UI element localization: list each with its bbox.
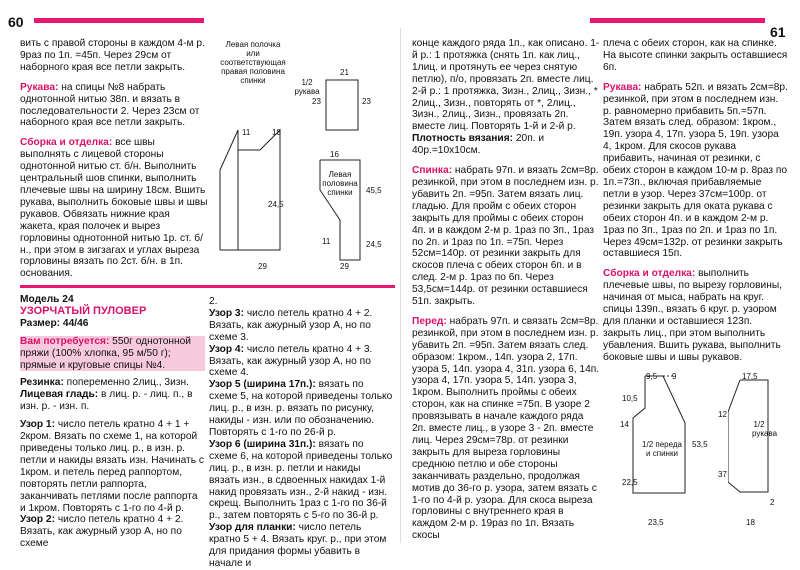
- model-number: Модель 24: [20, 294, 74, 305]
- pattern4-label: Узор 4:: [209, 343, 244, 355]
- right-col1-top: конце каждого ряда 1п., как описано. 1-й р.: 1 протяжка (снять 1п. как лиц., 1лиц. и протянуть ее через снятую петлю), п/о, провязать 2п. вместе лиц. 2-й р.: 1 протяжка, 3изн., 2лиц., 3изн., * 2лиц., 3изн., повторять от *, 2лиц., 3изн., 2лиц., 3изн., провязать 2п. вместе лиц. Повторять 1-й и 2-й р.: [412, 38, 600, 133]
- pattern1-text: число петель кратно 4 + 1 + 2кром. Вязать по схеме 1, на которой приведены только лиц. р., в изн. р. петли и накиды вязать изн. Начинать с 1кром. и петель перед раппортом, повторять петли раппорта, заканчивать петлями после раппорта и 1кром. Повторять с 1-го по 4-й р.: [20, 419, 204, 514]
- page-number-right: 61: [770, 24, 786, 40]
- front-paragraph: [412, 316, 600, 542]
- diag3-dim-24: 24,5: [366, 240, 382, 249]
- front-dim-9: 9: [672, 372, 677, 381]
- pattern3-paragraph: [209, 308, 394, 344]
- left-assembly-text: все швы выполнять с лицевой стороны однотонной нитью ст. б/н. Выполнить центральный шов спинки, выполнить плечевые швы на ширину 18см. Вшить рукава, выполнить боковые швы и швы рукавов. Обвязать нижние края жакета, края полочек и вырез горловины однотонной нитью 1р. ст. б/н., при этом в зигзагах и углах выреза горловины вязать по 2ст. б/н. в 1п. основания.: [20, 137, 208, 280]
- pattern3-text: число петель кратно 4 + 2. Вязать, как ажурный узор А, но по схеме 3.: [209, 307, 373, 343]
- left-upper-text: [20, 38, 208, 280]
- right-col2-top: плеча с обеих сторон, как на спинке. На высоте спинки закрыть оставшиеся 6п.: [603, 38, 788, 73]
- pattern2-text: число петель кратно 4 + 2. Вязать, как ажурный узор А, но по схеме: [20, 514, 184, 550]
- front-dim-14: 14: [620, 420, 629, 429]
- left-assembly-label: Сборка и отделка:: [20, 137, 113, 149]
- diagram-front-back-schematic: [625, 368, 725, 503]
- stockinette-text: в лиц. р. - лиц. п., в изн. р. - изн. п.: [20, 389, 193, 413]
- right-sleeve-text: набрать 52п. и вязать 2см=8р. резинкой, при этом в последнем изн. р. равномерно прибавить 5п.=57п. Затем вязать след. образом: 1кром., 19п. узора 4, 17п. узора 5, 19п. узора 4, 1кром. Для скосов рукава прибавить, начиная от резинки, с обеих сторон в каждом 10-м р. 8раз по 1п.=73п., включая прибавляемые петли в узор. Через 37см=100р. от резинки закрыть для оката рукава с обеих сторон 4п. и в каждом 2-м р. 1раз по 3п., 1раз по 2п. и 1раз по 1п. Через 49см=132р. от резинки закрыть оставшиеся 15п.: [603, 81, 788, 260]
- materials-text: 550г однотонной пряжи (100% хлопка, 95 м/50 г); прямые и круговые спицы №4.: [20, 335, 191, 371]
- sleeve-dim-37: 37: [718, 470, 727, 479]
- diagram2-caption: 1/2 рукава: [294, 78, 320, 96]
- front-dim-10-5: 10,5: [622, 394, 638, 403]
- pattern1-paragraph: [20, 419, 205, 514]
- right-col1: [412, 38, 600, 542]
- plank-text: число петель кратно 5 + 4. Вязать круг. р., при этом для придания формы убавить в начале и: [209, 522, 387, 569]
- diag3-dim-45: 45,5: [366, 186, 382, 195]
- diag1-dim-11: 11: [242, 128, 251, 137]
- front-dim-9-5: 9,5: [646, 372, 658, 381]
- pattern4-text: число петель кратно 4 + 3. Вязать, как ажурный узор А, но по схеме 4.: [209, 343, 373, 379]
- stockinette-label: Лицевая гладь:: [20, 389, 99, 401]
- back-label: Спинка:: [412, 165, 453, 177]
- left-lower-col1: [20, 294, 205, 550]
- left-sleeve-paragraph: [20, 82, 208, 130]
- pattern2-continuation: 2.: [209, 296, 218, 307]
- materials-label: Вам потребуется:: [20, 335, 110, 347]
- sleeve-dim-2: 2: [770, 498, 775, 507]
- diagram1-left-front-schematic: [210, 120, 300, 275]
- mid-divider-bar: [20, 285, 395, 288]
- sleeve-dim-17-5: 17,5: [742, 372, 758, 381]
- left-sleeve-text: на спицы №8 набрать однотонной нитью 38п. и вязать в последовательности 2. Через 23см от наборного края все петли закрыть.: [20, 81, 200, 129]
- pattern2-label: Узор 2:: [20, 514, 55, 526]
- density-text: 20п. и 40р.=10х10см.: [412, 133, 545, 157]
- front-dim-53-5: 53,5: [692, 440, 708, 449]
- right-sleeve-label: Рукава:: [603, 81, 642, 93]
- stockinette-paragraph: [20, 389, 205, 413]
- diag-front-caption: 1/2 переда и спинки: [642, 440, 682, 458]
- pattern5-paragraph: [209, 379, 394, 439]
- diag3-dim-29: 29: [340, 262, 349, 271]
- front-text: набрать 97п. и связать 2см=8р. резинкой, при этом в последнем изн. р. убавить 2п. =95п. Затем вязать след. образом: 1кром., 14п. узора 2, 17п. узора 5, 14п. узора 4, 31п. узора 6, 14п. узора 4, 17п. узора 5, 14п. узора 3, 1кром. Выполнить проймы с обеих сторон, как на спинке =75п. В узоре 2 провязывать в начале каждого ряда 2п. вместе лиц., в узоре 3 - 2п. вместе лиц. Через 29см=78р. от резинки закрыть для выреза горловины среднюю петлю и обе стороны заканчивать раздельно, продолжая мотив до 36-го р. узора, затем вязать с 1-го по 4-й р. узора. Для скоса выреза горловины с внутреннего края в каждом 2-м р. 19раз по 1п. Вязать скосы: [412, 315, 600, 542]
- diag3-dim-11: 11: [322, 237, 331, 246]
- pattern5-text: вязать по схеме 5, на которой приведены только лиц. р., в изн. р. вязать по рисунку, накиды - изн. или по обозначению. Повторять с 1-го по 26-й р.: [209, 379, 393, 438]
- left-assembly-paragraph: [20, 137, 208, 280]
- pattern1-label: Узор 1:: [20, 419, 55, 431]
- pattern6-text: вязать по схеме 6, на которой приведены только лиц. р., в изн. р. петли и накиды вязать изн., в сдвоенных накидах 1-й накид провязать изн., 2-й накид - изн. скрещ. Выполнить 1раз с 1-го по 36-й р., затем повторять с 5-го по 36-й р.: [209, 438, 393, 522]
- diagram1-caption: Левая полочка или соответствующая правая половина спинки: [220, 40, 286, 85]
- diag2-dim-23-left: 23: [312, 97, 321, 106]
- model-size: Размер: 44/46: [20, 317, 89, 329]
- left-sleeve-label: Рукава:: [20, 81, 59, 93]
- diag1-dim-24: 24,5: [268, 200, 284, 209]
- diagram-sleeve-right-schematic: [728, 372, 788, 507]
- rib-label: Резинка:: [20, 377, 64, 389]
- plank-label: Узор для планки:: [209, 522, 296, 534]
- front-dim-22-5: 22,5: [622, 478, 638, 487]
- diag2-dim-21-top: 21: [340, 68, 349, 77]
- pattern3-label: Узор 3:: [209, 307, 244, 319]
- diagram3-back-schematic: [310, 150, 395, 275]
- diag1-dim-29: 29: [258, 262, 267, 271]
- pattern6-paragraph: [209, 439, 394, 522]
- diag1-dim-18: 18: [272, 128, 281, 137]
- pattern6-label: Узор 6 (ширина 31п.):: [209, 438, 316, 450]
- plank-paragraph: [209, 522, 394, 570]
- left-lower-col2: [209, 296, 394, 570]
- pattern4-paragraph: [209, 344, 394, 380]
- right-sleeve-paragraph: [603, 82, 788, 261]
- top-bar-left: [34, 18, 204, 23]
- back-paragraph: [412, 165, 600, 308]
- model-name: УЗОРЧАТЫЙ ПУЛОВЕР: [20, 304, 147, 317]
- rib-paragraph: [20, 377, 205, 389]
- diag3-dim-16: 16: [330, 150, 339, 159]
- density-paragraph: [412, 133, 600, 157]
- page-number-left: 60: [8, 14, 24, 30]
- diag2-dim-23-right: 23: [362, 97, 371, 106]
- back-text: набрать 97п. и вязать 2см=8р. резинкой, при этом в последнем изн. р. убавить 2п. =95п. Затем вязать лиц. гладью. Для пройм с обеих сторон закрыть для проймы с обеих сторон 4п. и в каждом 2-м р. 1раз по 3п., 1раз по 2п. и 1раз по 1п. =75п. Через 52см=140р. от резинки закрыть для скосов плеча с обеих сторон 6п. и в след. 2-м р. 1раз по 6п. Через 53,5см=144р. от резинки оставшиеся 51п. закрыть.: [412, 165, 599, 308]
- left-top-paragraph: вить с правой стороны в каждом 4-м р. 9раз по 1п. =45п. Через 29см от наборного края все петли закрыть.: [20, 38, 205, 73]
- density-label: Плотность вязания:: [412, 133, 514, 145]
- right-col2: [603, 38, 788, 364]
- right-assembly-paragraph: [603, 268, 788, 363]
- diagram3-caption: Левая половина спинки: [322, 170, 358, 197]
- materials-paragraph: [20, 336, 205, 372]
- sleeve-dim-18: 18: [746, 518, 755, 527]
- pattern2-paragraph: [20, 514, 205, 550]
- sleeve-dim-12: 12: [718, 410, 727, 419]
- rib-text: попеременно 2лиц., 3изн.: [63, 377, 189, 389]
- top-bar-right: [590, 18, 765, 23]
- right-assembly-label: Сборка и отделка:: [603, 268, 696, 280]
- right-assembly-text: выполнить плечевые швы, по вырезу горловины, начиная от мыса, набрать на круг. спицы 139п., вязать 6 круг. р. узором для планки и оставшиеся 123п. закрыть лиц., при этом выполнить убавления. Вшить рукава, выполнить боковые швы и швы рукавов.: [603, 268, 782, 363]
- front-label: Перед:: [412, 315, 447, 327]
- page-gutter: [400, 28, 401, 543]
- front-dim-23-5: 23,5: [648, 518, 664, 527]
- pattern5-label: Узор 5 (ширина 17п.):: [209, 379, 316, 391]
- diag-sleeve-caption: 1/2 рукава: [752, 420, 778, 438]
- diagram2-sleeve-schematic: [318, 70, 368, 145]
